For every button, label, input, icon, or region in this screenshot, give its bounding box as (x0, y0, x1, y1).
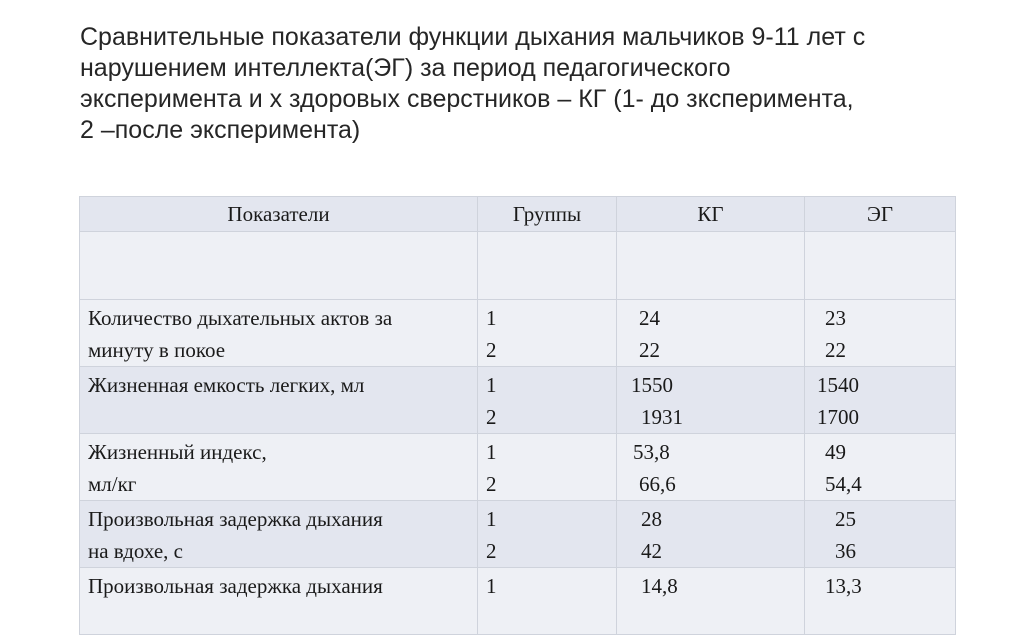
indicator-name: на вдохе, с (88, 539, 183, 563)
title-line: Сравнительные показатели функции дыхания мальчиков 9-11 лет с (80, 23, 866, 51)
eg-value: 25 (835, 507, 856, 531)
eg-value: 23 (825, 306, 846, 330)
group-number: 2 (486, 405, 497, 429)
kg-value: 42 (641, 539, 662, 563)
indicator-name: Жизненная емкость легких, мл (88, 373, 365, 397)
comparison-table (79, 196, 956, 635)
eg-value: 54,4 (825, 472, 862, 496)
indicator-name: Произвольная задержка дыхания (88, 507, 383, 531)
header-indicators: Показатели (80, 197, 478, 232)
kg-value: 24 (639, 306, 660, 330)
eg-value: 36 (835, 539, 856, 563)
indicator-name (88, 602, 469, 634)
slide-title (80, 22, 980, 146)
group-number: 2 (486, 338, 497, 362)
eg-value: 13,3 (825, 574, 862, 598)
kg-value: 53,8 (633, 440, 670, 464)
indicator-name: Количество дыхательных актов за (88, 306, 393, 330)
indicator-name: Произвольная задержка дыхания (88, 574, 383, 598)
group-number: 1 (486, 306, 497, 330)
group-number: 1 (486, 373, 497, 397)
header-groups: Группы (478, 197, 617, 232)
kg-value: 1931 (641, 405, 683, 429)
group-number: 2 (486, 472, 497, 496)
table-row (80, 367, 956, 434)
indicator-name: минуту в покое (88, 338, 226, 362)
table-row (80, 501, 956, 568)
eg-value: 1700 (817, 405, 859, 429)
title-line: нарушением интеллекта(ЭГ) за период педагогического (80, 54, 731, 82)
kg-value (641, 602, 796, 634)
title-line: эксперимента и х здоровых сверстников – КГ (1- до зксперимента, (80, 85, 854, 113)
indicator-name (88, 401, 469, 433)
table-row (80, 568, 956, 635)
table-header-row (80, 197, 956, 232)
header-kg: КГ (617, 197, 805, 232)
eg-value: 1540 (817, 373, 859, 397)
table-spacer-row (80, 232, 956, 300)
table-row (80, 434, 956, 501)
group-number: 2 (486, 539, 497, 563)
group-number: 1 (486, 574, 497, 598)
indicator-name: мл/кг (88, 472, 137, 496)
eg-value: 22 (825, 338, 846, 362)
kg-value: 22 (639, 338, 660, 362)
table-row (80, 300, 956, 367)
group-number: 1 (486, 440, 497, 464)
eg-value (825, 602, 947, 634)
kg-value: 28 (641, 507, 662, 531)
eg-value: 49 (825, 440, 846, 464)
header-eg: ЭГ (805, 197, 956, 232)
kg-value: 66,6 (639, 472, 676, 496)
group-number: 1 (486, 507, 497, 531)
group-number (486, 602, 608, 634)
title-line: 2 –после эксперимента) (80, 116, 361, 144)
indicator-name: Жизненный индекс, (88, 440, 267, 464)
kg-value: 1550 (631, 373, 673, 397)
kg-value: 14,8 (641, 574, 678, 598)
